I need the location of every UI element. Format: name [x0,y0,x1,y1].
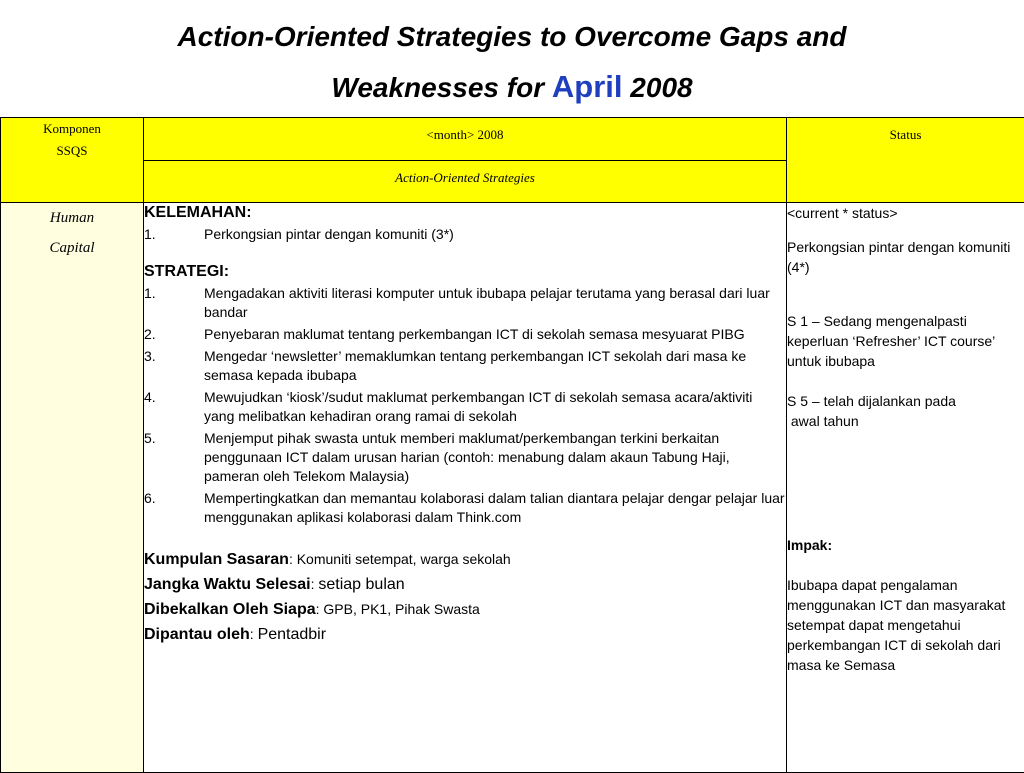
meta-dibekalkan-label: Dibekalkan Oleh Siapa [144,601,316,618]
title-line1: Action-Oriented Strategies to Overcome Gaps and [0,12,1024,62]
kelemahan-list [144,225,786,244]
meta-dipantau-value: Pentadbir [258,626,327,643]
header-status [787,118,1024,203]
meta-block [144,547,786,647]
list-item-text: Mengadakan aktiviti literasi komputer untuk ibubapa pelajar terutama yang berasal dari luar bandar [204,284,786,322]
list-item [144,325,786,344]
status-p1: Perkongsian pintar dengan komuniti (4*) [787,237,1024,277]
header-komponen [1,118,144,203]
header-komponen-line1: Komponen [1,118,143,140]
strategi-heading: STRATEGI: [144,262,786,282]
list-item-text: Mempertingkatkan dan memantau kolaborasi dalam talian diantara pelajar dengar pelajar luar menggunakan aplikasi kolaborasi dalam Think.com [204,489,786,527]
component-cell [1,203,144,773]
status-p3 [787,391,1024,431]
kelemahan-heading: KELEMAHAN: [144,203,786,223]
meta-dipantau-label: Dipantau oleh [144,626,250,643]
page-title [0,12,1024,113]
list-item-number: 3. [144,347,204,385]
strategy-table [0,117,1024,773]
list-item-number: 5. [144,429,204,486]
list-item [144,225,786,244]
impak-label: Impak: [787,535,1024,555]
list-item [144,347,786,385]
title-line2-prefix: Weaknesses for [331,72,544,103]
strategies-cell [144,203,787,773]
list-item-text: Penyebaran maklumat tentang perkembangan ICT di sekolah semasa mesyuarat PIBG [204,325,786,344]
title-year: 2008 [630,72,692,103]
list-item [144,284,786,322]
list-item-number: 1. [144,225,204,244]
meta-dibekalkan: Dibekalkan Oleh Siapa: GPB, PK1, Pihak Swasta [144,597,786,622]
header-komponen-line2: SSQS [1,140,143,162]
header-strategies-text: Action-Oriented Strategies [144,161,786,189]
list-item-number: 6. [144,489,204,527]
header-month-year-text: <month> 2008 [144,118,786,146]
list-item [144,489,786,527]
status-p3-line2: awal tahun [787,411,1024,431]
status-current: <current * status> [787,203,1024,223]
list-item-text: Mengedar ‘newsletter’ memaklumkan tentang perkembangan ICT sekolah dari masa ke semasa kepada ibubapa [204,347,786,385]
list-item-number: 2. [144,325,204,344]
component-line1: Human [1,203,143,233]
status-cell [787,203,1024,773]
list-item-text: Perkongsian pintar dengan komuniti (3*) [204,225,786,244]
list-item-text: Menjemput pihak swasta untuk memberi maklumat/perkembangan terkini berkaitan penggunaan ICT dalam urusan harian (contoh: menabung dalam akaun Tabung Haji, pameran oleh Telekom Malaysia) [204,429,786,486]
status-p3-line1: S 5 – telah dijalankan pada [787,391,1024,411]
meta-kumpulan-label: Kumpulan Sasaran [144,551,289,568]
meta-dibekalkan-value: GPB, PK1, Pihak Swasta [323,601,479,617]
meta-jangka-value: setiap bulan [318,576,404,593]
header-month-year [144,118,787,161]
meta-jangka-label: Jangka Waktu Selesai [144,576,311,593]
title-line2 [0,62,1024,113]
impak-text: Ibubapa dapat pengalaman menggunakan ICT dan masyarakat setempat dapat mengetahui perkembangan ICT di sekolah dari masa ke Semasa [787,575,1024,675]
list-item-text: Mewujudkan ‘kiosk’/sudut maklumat perkembangan ICT di sekolah semasa acara/aktiviti yang melibatkan kehadiran orang ramai di sekolah [204,388,786,426]
status-p2: S 1 – Sedang mengenalpasti keperluan ‘Refresher’ ICT course’ untuk ibubapa [787,311,1024,371]
list-item [144,429,786,486]
meta-kumpulan-value: Komuniti setempat, warga sekolah [297,551,511,567]
meta-kumpulan: Kumpulan Sasaran: Komuniti setempat, warga sekolah [144,547,786,572]
list-item [144,388,786,426]
meta-jangka: Jangka Waktu Selesai: setiap bulan [144,572,786,597]
title-month: April [552,69,623,104]
header-status-text: Status [787,118,1024,146]
list-item-number: 4. [144,388,204,426]
meta-dipantau: Dipantau oleh: Pentadbir [144,622,786,647]
header-strategies [144,161,787,203]
component-line2: Capital [1,233,143,263]
list-item-number: 1. [144,284,204,322]
strategi-list [144,284,786,527]
